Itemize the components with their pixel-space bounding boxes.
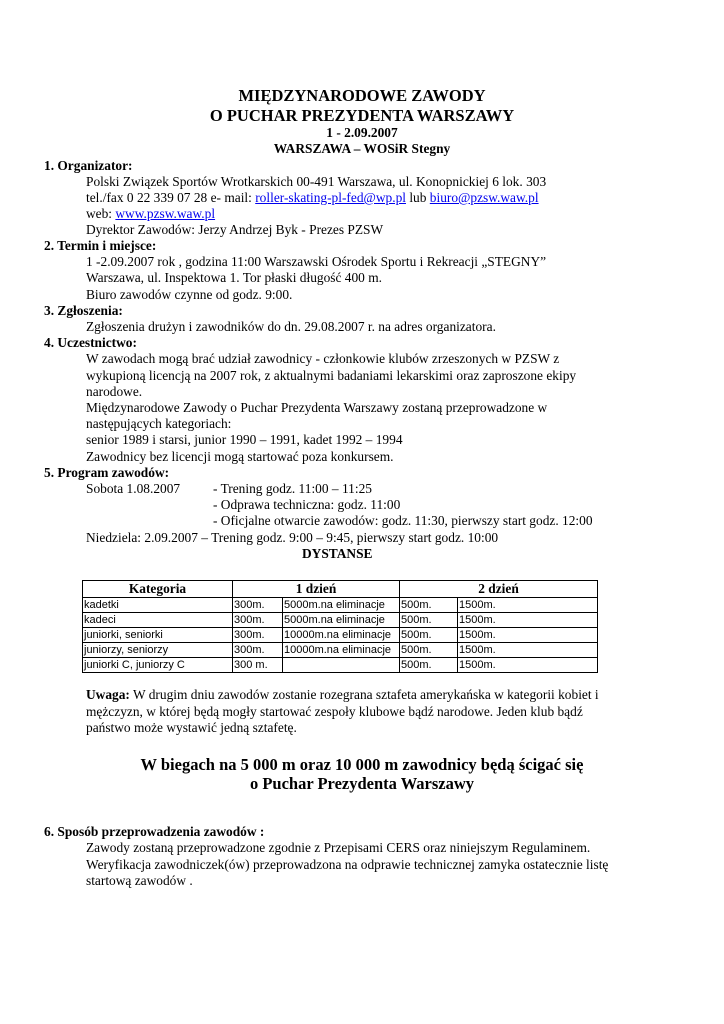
event-date: 1 - 2.09.2007 [326,125,398,140]
table-row [83,598,598,613]
section-2-heading: 2. Termin i miejsce: [44,238,157,253]
cell-day1-sprint: 300m. [233,643,283,658]
highlight-line-2: o Puchar Prezydenta Warszawy [249,774,475,793]
organizer-contact [86,190,539,206]
title-line-1: MIĘDZYNARODOWE ZAWODY [238,86,486,105]
procedure-line-3: startową zawodów . [86,873,193,888]
cell-day2-sprint: 500m. [400,628,458,643]
sunday-program: Niedziela: 2.09.2007 – Trening godz. 9:00 – 9:45, pierwszy start godz. 10:00 [86,530,499,545]
cell-category: juniorzy, seniorzy [83,643,233,658]
cell-day2-sprint: 500m. [400,658,458,673]
table-row [83,658,598,673]
participation-line-1: W zawodach mogą brać udział zawodnicy - członkowie klubów zrzeszonych w PZSW z [86,351,560,366]
cell-day1-long: 10000m.na eliminacje [283,643,400,658]
table-row [83,628,598,643]
distances-table [82,580,598,673]
cell-day1-long: 10000m.na eliminacje [283,628,400,643]
saturday-item-3: - Oficjalne otwarcie zawodów: godz. 11:30, pierwszy start godz. 12:00 [213,513,593,528]
cell-category: juniorki, seniorki [83,628,233,643]
cell-day2-sprint: 500m. [400,598,458,613]
cell-day1-sprint: 300m. [233,628,283,643]
cell-day2-long: 1500m. [458,598,598,613]
participation-line-5: następujących kategoriach: [86,416,232,431]
saturday-item-2: - Odprawa techniczna: godz. 11:00 [213,497,401,512]
procedure-line-2: Weryfikacja zawodniczek(ów) przeprowadzona na odprawie technicznej zamyka ostatecznie listę [86,857,609,872]
section-3-heading: 3. Zgłoszenia: [44,303,123,318]
section-6-heading: 6. Sposób przeprowadzenia zawodów : [44,824,265,839]
procedure-line-1: Zawody zostaną przeprowadzone zgodnie z Przepisami CERS oraz niniejszym Regulaminem. [86,840,591,855]
cell-day2-long: 1500m. [458,628,598,643]
saturday-label: Sobota 1.08.2007 [86,481,181,496]
cell-day2-long: 1500m. [458,643,598,658]
participation-line-6: senior 1989 i starsi, junior 1990 – 1991, kadet 1992 – 1994 [86,432,403,447]
cell-day2-sprint: 500m. [400,613,458,628]
event-director: Dyrektor Zawodów: Jerzy Andrzej Byk - Prezes PZSW [86,222,384,237]
section-1-heading: 1. Organizator: [44,158,133,173]
cell-day2-long: 1500m. [458,613,598,628]
organizer-web [86,206,215,222]
note-label: Uwaga: [86,687,130,702]
term-line-2: Warszawa, ul. Inspektowa 1. Tor płaski długość 400 m. [86,270,382,285]
cell-category: kadetki [83,598,233,613]
cell-category: kadeci [83,613,233,628]
table-row [83,643,598,658]
note-line-3: państwo może wystawić jedną sztafetę. [86,720,297,735]
email-link-2[interactable]: biuro@pzsw.waw.pl [429,190,539,205]
cell-day1-long [283,658,400,673]
note-line-2: mężczyzn, w której będą mogły startować zespoły klubowe bądź narodowe. Jeden klub bądź [86,704,583,719]
cell-day1-sprint: 300m. [233,613,283,628]
header-day-2: 2 dzień [400,581,598,598]
distances-heading: DYSTANSE [302,546,373,561]
cell-category: juniorki C, juniorzy C [83,658,233,673]
section-4-heading: 4. Uczestnictwo: [44,335,137,350]
note-text: W drugim dniu zawodów zostanie rozegrana sztafeta amerykańska w kategorii kobiet i [129,687,599,702]
header-day-1: 1 dzień [233,581,400,598]
email-link-1[interactable]: roller-skating-pl-fed@wp.pl [255,190,406,205]
cell-day1-sprint: 300m. [233,598,283,613]
header-category: Kategoria [83,581,233,598]
registration-text: Zgłoszenia drużyn i zawodników do dn. 29.08.2007 r. na adres organizatora. [86,319,496,334]
participation-line-2: wykupioną licencją na 2007 rok, z aktualnymi badaniami lekarskimi oraz zaproszone ekipy [86,368,577,383]
cell-day1-long: 5000m.na eliminacje [283,613,400,628]
participation-line-4: Międzynarodowe Zawody o Puchar Prezydenta Warszawy zostaną przeprowadzone w [86,400,548,415]
cell-day2-sprint: 500m. [400,643,458,658]
table-row [83,613,598,628]
event-place: WARSZAWA – WOSiR Stegny [273,141,451,156]
tel-fax-text: tel./fax 0 22 339 07 28 e- mail: [86,190,256,205]
saturday-item-1: - Trening godz. 11:00 – 11:25 [213,481,372,496]
term-line-3: Biuro zawodów czynne od godz. 9:00. [86,287,293,302]
cell-day2-long: 1500m. [458,658,598,673]
participation-line-7: Zawodnicy bez licencji mogą startować poza konkursem. [86,449,394,464]
table-header-row [83,581,598,598]
participation-line-3: narodowe. [86,384,143,399]
cell-day1-long: 5000m.na eliminacje [283,598,400,613]
term-line-1: 1 -2.09.2007 rok , godzina 11:00 Warszawski Ośrodek Sportu i Rekreacji „STEGNY” [86,254,547,269]
or-text: lub [405,190,430,205]
highlight-line-1: W biegach na 5 000 m oraz 10 000 m zawodnicy będą ścigać się [140,755,584,774]
web-label: web: [86,206,116,221]
web-link[interactable]: www.pzsw.waw.pl [115,206,216,221]
note-line-1 [86,687,599,703]
cell-day1-sprint: 300 m. [233,658,283,673]
title-line-2: O PUCHAR PREZYDENTA WARSZAWY [209,106,515,125]
section-5-heading: 5. Program zawodów: [44,465,170,480]
organizer-address: Polski Związek Sportów Wrotkarskich 00-491 Warszawa, ul. Konopnickiej 6 lok. 303 [86,174,547,189]
